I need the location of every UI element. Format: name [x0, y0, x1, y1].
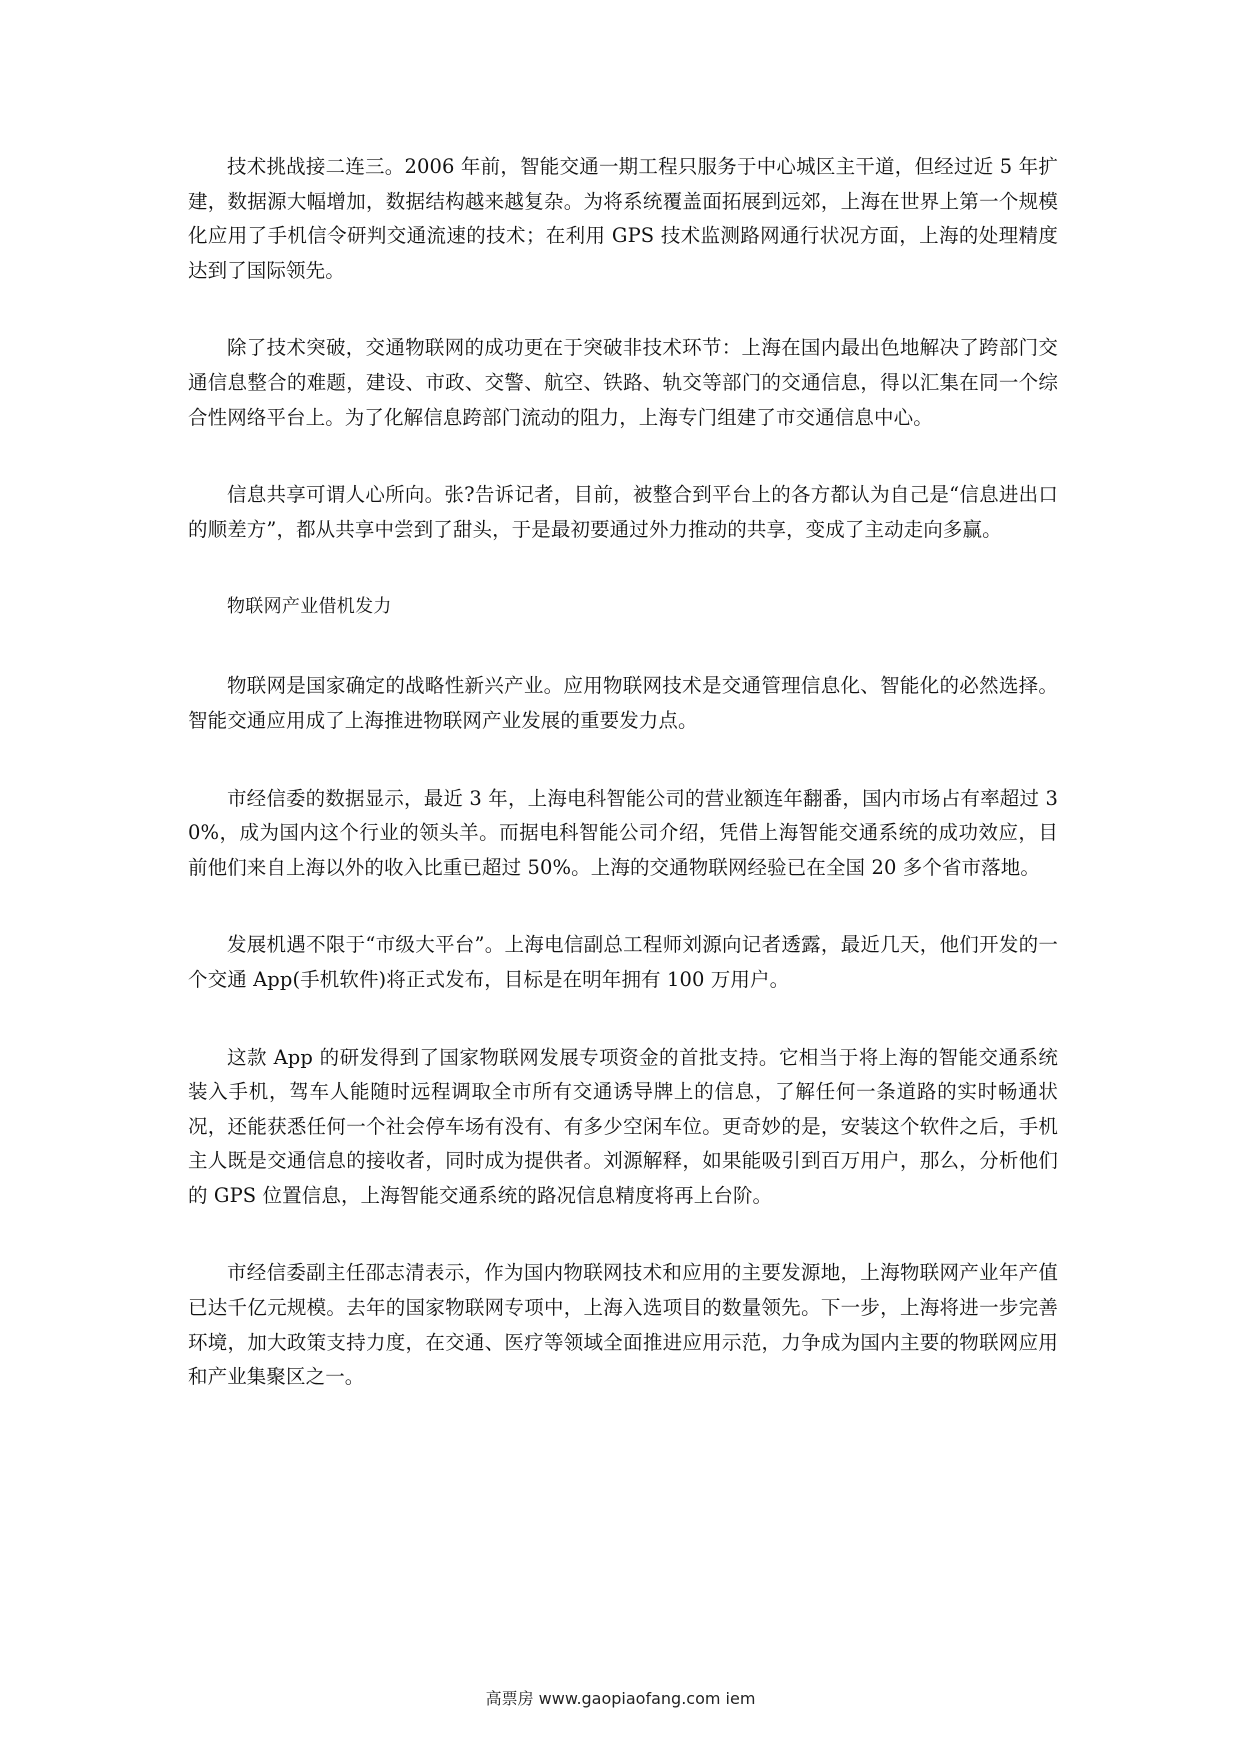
paragraph-technical-challenges: 技术挑战接二连三。2006 年前，智能交通一期工程只服务于中心城区主干道，但经过近 5 年扩建，数据源大幅增加，数据结构越来越复杂。为将系统覆盖面拓展到远郊，上海在世界上第一个规模化应用了手机信令研判交通流速的技术；在利用 GPS 技术监测路网通行状况方面，上海的处理精度达到了国际领先。: [188, 155, 1058, 282]
paragraph-strategic-industry: 物联网是国家确定的战略性新兴产业。应用物联网技术是交通管理信息化、智能化的必然选择。智能交通应用成了上海推进物联网产业发展的重要发力点。: [188, 674, 1058, 732]
paragraph-industry-scale: 市经信委副主任邵志清表示，作为国内物联网技术和应用的主要发源地，上海物联网产业年产值已达千亿元规模。去年的国家物联网专项中，上海入选项目的数量领先。下一步，上海将进一步完善环境，加大政策支持力度，在交通、医疗等领域全面推进应用示范，力争成为国内主要的物联网应用和产业集聚区之一。: [188, 1261, 1058, 1389]
paragraph-app-development: 这款 App 的研发得到了国家物联网发展专项资金的首批支持。它相当于将上海的智能交通系统装入手机，驾车人能随时远程调取全市所有交通诱导牌上的信息，了解任何一条道路的实时畅通状况，还能获悉任何一个社会停车场有没有、有多少空闲车位。更奇妙的是，安装这个软件之后，手机主人既是交通信息的接收者，同时成为提供者。刘源解释，如果能吸引到百万用户，那么，分析他们的 GPS 位置信息，上海智能交通系统的路况信息精度将再上台阶。: [188, 1045, 1058, 1207]
paragraph-cross-department: 除了技术突破，交通物联网的成功更在于突破非技术环节：上海在国内最出色地解决了跨部门交通信息整合的难题，建设、市政、交警、航空、铁路、轨交等部门的交通信息，得以汇集在同一个综合性网络平台上。为了化解信息跨部门流动的阻力，上海专门组建了市交通信息中心。: [188, 336, 1058, 429]
paragraph-development-opportunity: 发展机遇不限于“市级大平台”。上海电信副总工程师刘源向记者透露，最近几天，他们开发的一个交通 App(手机软件)将正式发布，目标是在明年拥有 100 万用户。: [188, 933, 1058, 991]
page-footer: 高票房 www.gaopiaofang.com iem: [485, 1689, 756, 1708]
section-heading: 物联网产业借机发力: [227, 596, 392, 618]
article-body: [188, 150, 1058, 1438]
paragraph-information-sharing: 信息共享可谓人心所向。张?告诉记者，目前，被整合到平台上的各方都认为自己是“信息进出口的顺差方”，都从共享中尝到了甜头，于是最初要通过外力推动的共享，变成了主动走向多赢。: [188, 483, 1058, 541]
paragraph-market-data: 市经信委的数据显示，最近 3 年，上海电科智能公司的营业额连年翻番，国内市场占有率超过 30%，成为国内这个行业的领头羊。而据电科智能公司介绍，凭借上海智能交通系统的成功效应，目前他们来自上海以外的收入比重已超过 50%。上海的交通物联网经验已在全国 20 多个省市落地。: [188, 786, 1058, 879]
